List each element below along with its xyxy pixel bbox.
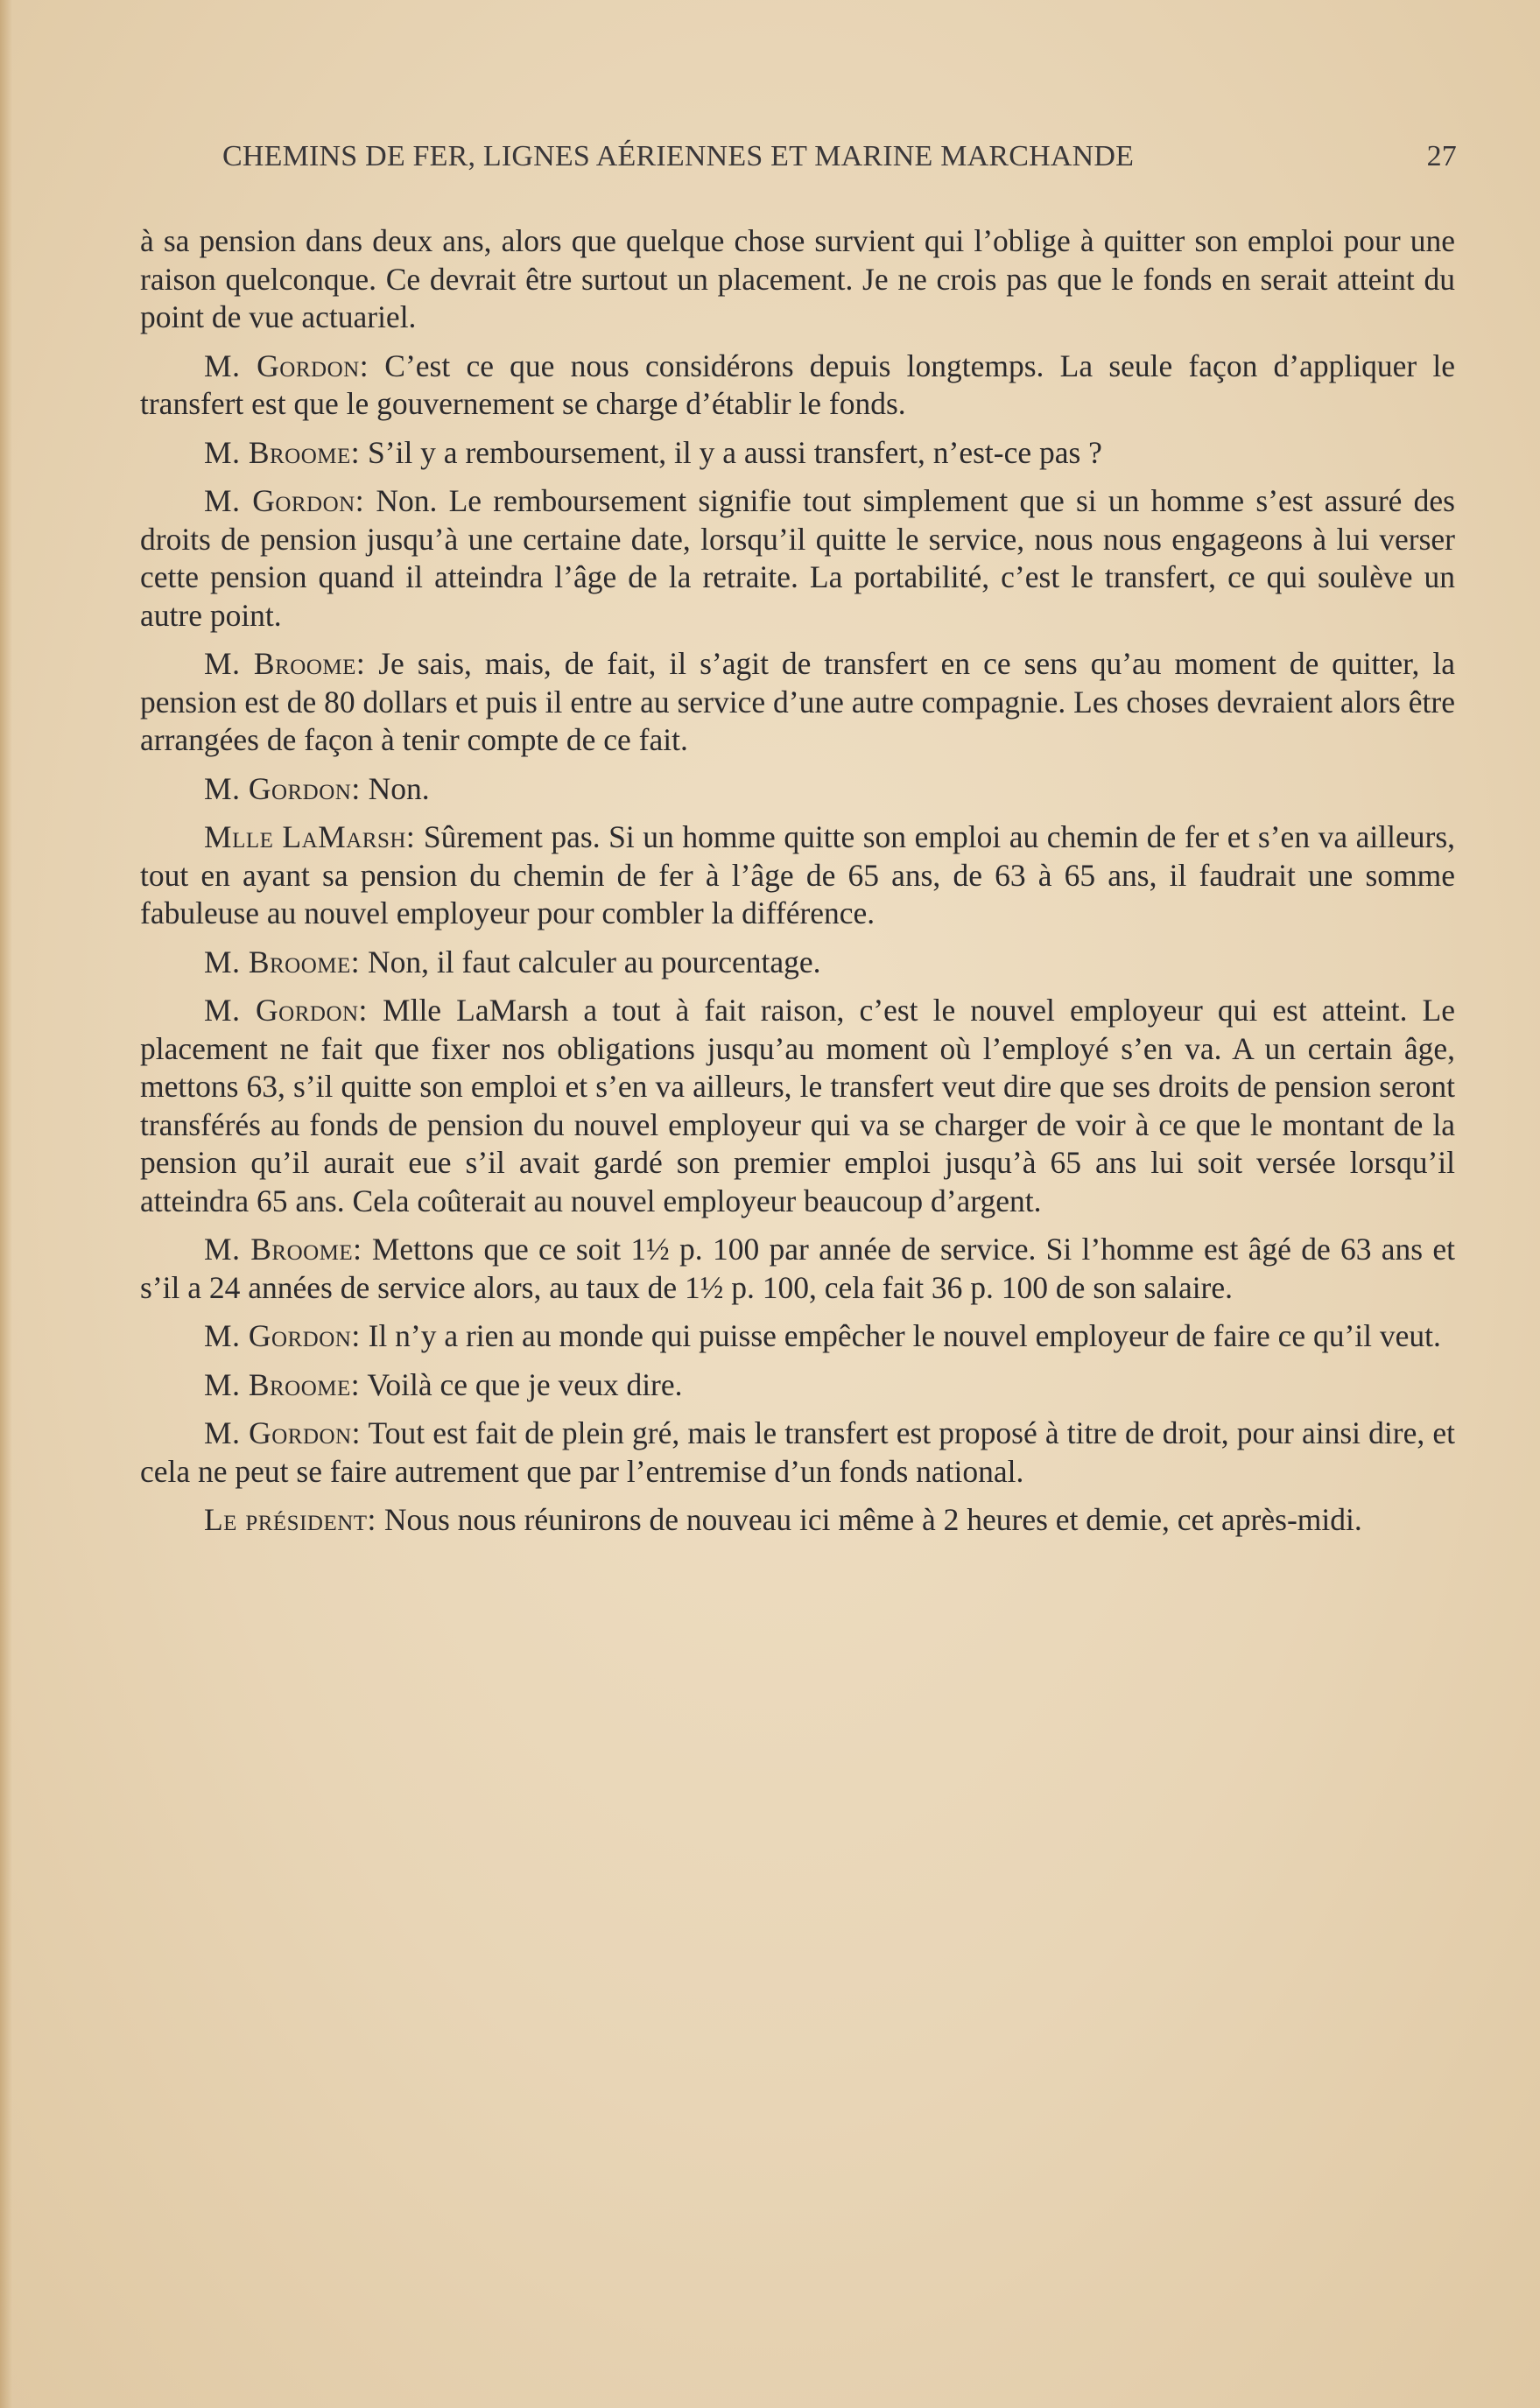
speaker-label: M. Gordon: xyxy=(204,483,365,518)
paragraph-text: Non. xyxy=(368,770,430,806)
paragraph-text: Tout est fait de plein gré, mais le transfert est proposé à titre de droit, pour ainsi dire, et cela ne peut se faire autrement que par l’entremise d’un fonds national. xyxy=(140,1415,1455,1489)
paragraph-text: Il n’y a rien au monde qui puisse empêcher le nouvel employeur de faire ce qu’il veut. xyxy=(368,1318,1441,1353)
paragraph-text: Je sais, mais, de fait, il s’agit de transfert en ce sens qu’au moment de quitter, la pension est de 80 dollars et puis il entre au service d’une autre compagnie. Les choses devraient alors être arrangées de façon à tenir compte de ce fait. xyxy=(140,646,1456,757)
transcript-body xyxy=(140,222,1455,1550)
paragraph-text: Non, il faut calculer au pourcentage. xyxy=(368,944,821,979)
paragraph-text: C’est ce que nous considérons depuis longtemps. La seule façon d’appliquer le transfert est que le gouvernement se charge d’établir le fonds. xyxy=(140,348,1456,421)
paragraph-text: Nous nous réunirons de nouveau ici même à 2 heures et demie, cet après-midi. xyxy=(383,1502,1362,1537)
speaker-label: M. Gordon: xyxy=(204,1318,361,1353)
paragraph-text: Mettons que ce soit 1½ p. 100 par année de service. Si l’homme est âgé de 63 ans et s’il a 24 années de service alors, au taux de 1½ p. 100, cela fait 36 p. 100 de son salaire. xyxy=(140,1232,1456,1305)
speaker-label: M. Gordon: xyxy=(204,348,369,383)
page-number: 27 xyxy=(1426,140,1457,172)
paragraph-text: Sûrement pas. Si un homme quitte son emploi au chemin de fer et s’en va ailleurs, tout en ayant sa pension du chemin de fer à l’âge de 65 ans, de 63 à 65 ans, il faudrait une somme fabuleuse au nouvel employeur pour combler la différence. xyxy=(140,819,1456,930)
paragraph xyxy=(140,770,1455,809)
speaker-label: M. Broome: xyxy=(204,434,361,470)
paragraph-text: S’il y a remboursement, il y a aussi transfert, n’est-ce pas ? xyxy=(368,434,1102,470)
speaker-label: M. Broome: xyxy=(204,1366,361,1402)
paragraph xyxy=(140,482,1455,635)
paragraph xyxy=(140,992,1455,1220)
speaker-label: M. Broome: xyxy=(204,646,366,681)
running-title: CHEMINS DE FER, LIGNES AÉRIENNES ET MARINE MARCHANDE xyxy=(222,140,1135,172)
page-edge xyxy=(0,0,12,2408)
speaker-label: M. Gordon: xyxy=(204,1415,361,1450)
paragraph xyxy=(140,1501,1455,1540)
paragraph xyxy=(140,645,1455,760)
paragraph xyxy=(140,434,1455,473)
speaker-label: M. Gordon: xyxy=(204,770,361,806)
speaker-label: Le président: xyxy=(204,1502,376,1537)
paragraph xyxy=(140,944,1455,982)
paragraph xyxy=(140,1366,1455,1405)
speaker-label: M. Gordon: xyxy=(204,993,368,1028)
speaker-label: Mlle LaMarsh: xyxy=(204,819,416,854)
speaker-label: M. Broome: xyxy=(204,944,361,979)
paragraph-text: Mlle LaMarsh a tout à fait raison, c’est le nouvel employeur qui est atteint. Le placement ne fait que fixer nos obligations jusqu’au moment où l’employé s’en va. A un certain âge, mettons 63, s’il quitte son emploi et s’en va ailleurs, le transfert veut dire que ses droits de pension seront transférés au fonds de pension du nouvel employeur qui va se charger de voir à ce que le montant de la pension qu’il aurait eue s’il avait gardé son premier emploi jusqu’à 65 ans lui soit versée lorsqu’il atteindra 65 ans. Cela coûterait au nouvel employeur beaucoup d’argent. xyxy=(140,993,1455,1218)
paragraph-text: à sa pension dans deux ans, alors que quelque chose survient qui l’oblige à quitter son emploi pour une raison quelconque. Ce devrait être surtout un placement. Je ne crois pas que le fonds en serait atteint du point de vue actuariel. xyxy=(140,223,1455,334)
paragraph xyxy=(140,222,1455,337)
paragraph-text: Non. Le remboursement signifie tout simplement que si un homme s’est assuré des droits de pension jusqu’à une certaine date, lorsqu’il quitte le service, nous nous engageons à lui verser cette pension quand il atteindra l’âge de la retraite. La portabilité, c’est le transfert, ce qui soulève un autre point. xyxy=(140,483,1455,633)
paragraph xyxy=(140,348,1455,424)
paragraph xyxy=(140,1317,1455,1356)
speaker-label: M. Broome: xyxy=(204,1232,362,1267)
paragraph xyxy=(140,818,1455,933)
paragraph xyxy=(140,1231,1455,1307)
paragraph-text: Voilà ce que je veux dire. xyxy=(367,1366,683,1402)
paragraph xyxy=(140,1415,1455,1491)
